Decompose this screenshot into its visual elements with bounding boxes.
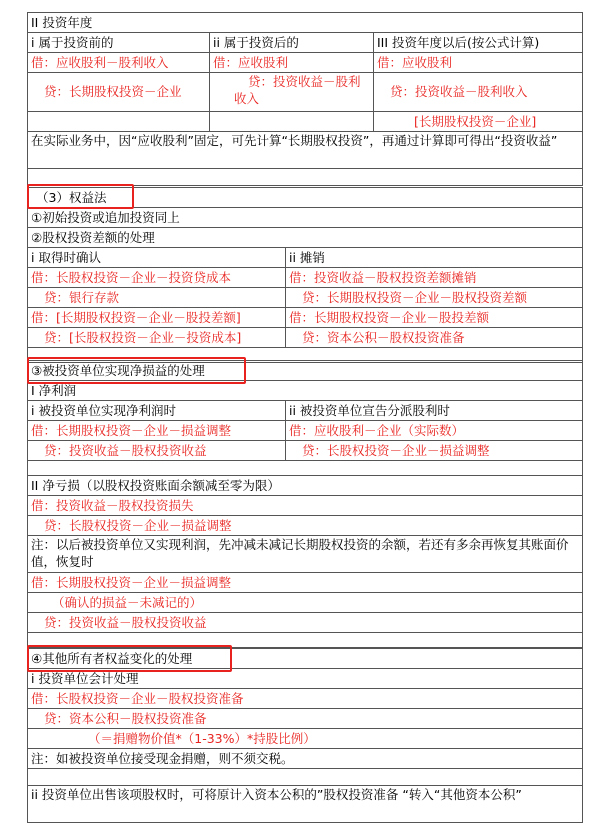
- note: ii 投资单位出售该项股权时，可将原计入资本公积的”股权投资准备 “转入“其他资本公积”: [28, 786, 583, 823]
- journal-entry: 贷：资本公积－股权投资准备: [28, 709, 583, 729]
- journal-entry: [长期股权投资－企业]: [374, 112, 583, 132]
- subsection-title: II 净亏损（以股权投资账面余额减至零为限）: [28, 476, 583, 496]
- journal-entry: 借：长期股权投资－企业－损益调整: [28, 573, 583, 593]
- formula-line: （＝捐赠物价值*（1-33%）*持股比例）: [28, 729, 583, 749]
- column-header: III 投资年度以后(按公式计算): [374, 33, 583, 53]
- journal-entry: 借：应收股利－企业（实际数）: [286, 421, 583, 441]
- journal-entry: 借：[长期股权投资－企业－股投差额]: [28, 308, 286, 328]
- text-line: ②股权投资差额的处理: [28, 228, 583, 248]
- journal-entry: 借：长期股权投资－企业－股投差额: [286, 308, 583, 328]
- subsection-title: i 投资单位会计处理: [28, 669, 583, 689]
- journal-entry: 借：应收股利－股利收入: [28, 53, 210, 73]
- journal-entry: 借：长期股权投资－企业－损益调整: [28, 421, 286, 441]
- table-net-income: [27, 360, 583, 648]
- column-header: ii 属于投资后的: [210, 33, 374, 53]
- table-equity-method: [27, 187, 583, 363]
- journal-entry: 贷：投资收益－股利收入: [374, 73, 583, 112]
- section-title: II 投资年度: [28, 13, 583, 33]
- subsection-title: I 净利润: [28, 381, 583, 401]
- table-investment-year: [27, 12, 583, 186]
- journal-entry: 借：投资收益－股权投资损失: [28, 496, 583, 516]
- section-title: （3）权益法: [28, 188, 583, 208]
- section-title: ③被投资单位实现净损益的处理: [28, 361, 583, 381]
- note: 在实际业务中，因“应收股利”固定，可先计算“长期股权投资”，再通过计算即可得出“投资收益”: [28, 132, 583, 169]
- journal-entry: 借：长股权投资－企业－股权投资准备: [28, 689, 583, 709]
- note: 注：以后被投资单位又实现利润，先冲减未减记长期股权投资的余额，若还有多余再恢复其账面价值，恢复时: [28, 536, 583, 573]
- journal-entry: 贷：长股权投资－企业－损益调整: [28, 516, 583, 536]
- column-header: i 被投资单位实现净利润时: [28, 401, 286, 421]
- journal-entry: 贷：投资收益－股权投资收益: [28, 441, 286, 461]
- note: 注：如被投资单位接受现金捐赠，则不须交税。: [28, 749, 583, 769]
- journal-entry: 贷：银行存款: [28, 288, 286, 308]
- journal-entry: 借：应收股利: [374, 53, 583, 73]
- journal-entry: （确认的损益－未减记的）: [28, 593, 583, 613]
- journal-entry: 贷：长期股权投资－企业: [28, 73, 210, 112]
- column-header: i 属于投资前的: [28, 33, 210, 53]
- journal-entry: 贷：资本公积－股权投资准备: [286, 328, 583, 348]
- column-header: i 取得时确认: [28, 248, 286, 268]
- table-other-equity: [27, 648, 583, 823]
- journal-entry: 借：应收股利: [210, 53, 374, 73]
- text-line: ①初始投资或追加投资同上: [28, 208, 583, 228]
- journal-entry: 贷：长股权投资－企业－损益调整: [286, 441, 583, 461]
- column-header: ii 被投资单位宣告分派股利时: [286, 401, 583, 421]
- journal-entry: 贷：[长股权投资－企业－投资成本]: [28, 328, 286, 348]
- journal-entry: 贷：投资收益－股权投资收益: [28, 613, 583, 633]
- journal-entry: 贷：投资收益－股利收入: [210, 73, 374, 112]
- journal-entry: 借：投资收益－股权投资差额摊销: [286, 268, 583, 288]
- section-title: ④其他所有者权益变化的处理: [28, 649, 583, 669]
- column-header: ii 摊销: [286, 248, 583, 268]
- journal-entry: 借：长股权投资－企业－投资贷成本: [28, 268, 286, 288]
- journal-entry: 贷：长期股权投资－企业－股权投资差额: [286, 288, 583, 308]
